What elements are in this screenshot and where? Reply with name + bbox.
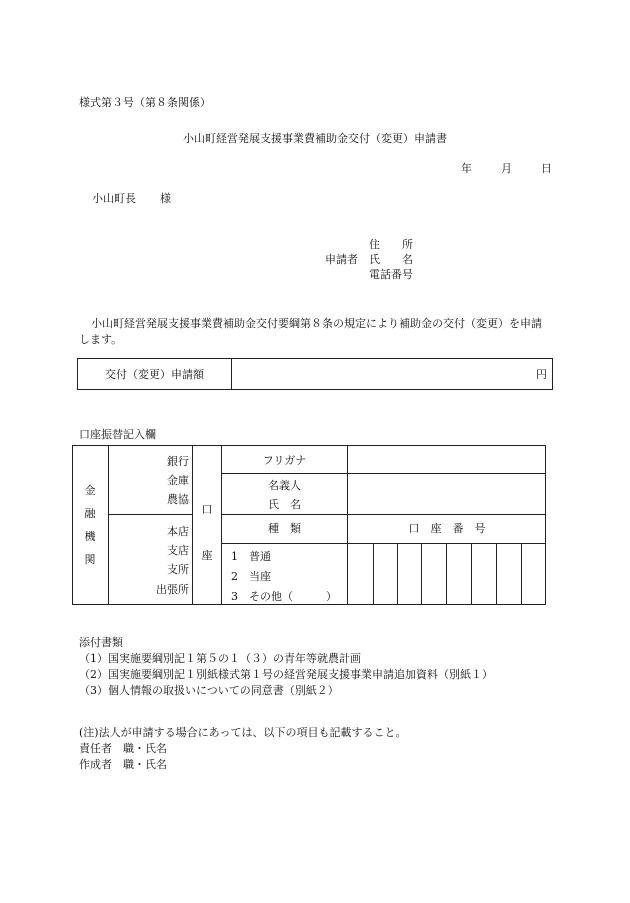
body-text-line1: 小山町経営発展支援事業費補助金交付要綱第８条の規定により補助金の交付（変更）を申請 — [91, 317, 542, 330]
amount-label: 交付（変更）申請額 — [105, 368, 204, 381]
applicant-label: 申請者 — [325, 253, 358, 266]
date-month-label: 月 — [501, 162, 512, 175]
applicant-phone-label: 電話番号 — [369, 268, 413, 281]
amount-unit: 円 — [536, 368, 547, 381]
recipient-name: 小山町長 — [92, 192, 136, 205]
account-label: 口座 — [201, 503, 213, 562]
branch-type-sub: 支所 — [167, 563, 189, 576]
date-year-label: 年 — [461, 162, 472, 175]
account-kind-ordinary: 1 普通 — [231, 550, 271, 563]
bank-section-title: 口座振替記入欄 — [79, 428, 156, 441]
corporate-note: (注)法人が申請する場合にあっては、以下の項目も記載すること。 — [79, 726, 407, 739]
branch-type-head: 本店 — [167, 525, 189, 538]
recipient-honorific: 様 — [160, 192, 171, 205]
account-kind-header: 種 類 — [268, 522, 301, 535]
attachment-item: （3）個人情報の取扱いについての同意書（別紙２） — [79, 684, 339, 697]
account-kind-current: 2 当座 — [231, 570, 271, 583]
responsible-person-line: 責任者 職・氏名 — [79, 742, 167, 755]
account-number-header: 口 座 番 号 — [408, 522, 486, 535]
furigana-label: フリガナ — [262, 454, 307, 467]
account-kind-other: 3 その他（ ） — [231, 590, 337, 603]
date-day-label: 日 — [541, 162, 552, 175]
account-holder-label: 名義人 — [268, 479, 301, 492]
attachment-item: （2）国実施要綱別記１別紙様式第１号の経営発展支援事業申請追加資料（別紙１） — [79, 668, 493, 681]
applicant-name-label: 氏 名 — [369, 253, 413, 266]
bank-type-bank: 銀行 — [167, 455, 189, 468]
finance-institution-label: 金融機関 — [84, 484, 96, 566]
preparer-line: 作成者 職・氏名 — [79, 758, 167, 771]
branch-type-office: 出張所 — [156, 583, 189, 596]
applicant-address-label: 住 所 — [369, 238, 413, 251]
document-title: 小山町経営発展支援事業費補助金交付（変更）申請書 — [183, 132, 447, 145]
bank-type-nokyo: 農協 — [167, 493, 189, 506]
account-holder-name-label: 氏 名 — [268, 498, 301, 511]
form-number: 様式第３号（第８条関係） — [79, 96, 211, 109]
attachment-item: （1）国実施要綱別記１第５の１（３）の青年等就農計画 — [79, 652, 361, 665]
branch-type-branch: 支店 — [167, 544, 189, 557]
bank-type-shinkin: 金庫 — [167, 474, 189, 487]
attachments-title: 添付書類 — [79, 636, 123, 649]
body-text-line2: します。 — [79, 333, 123, 346]
